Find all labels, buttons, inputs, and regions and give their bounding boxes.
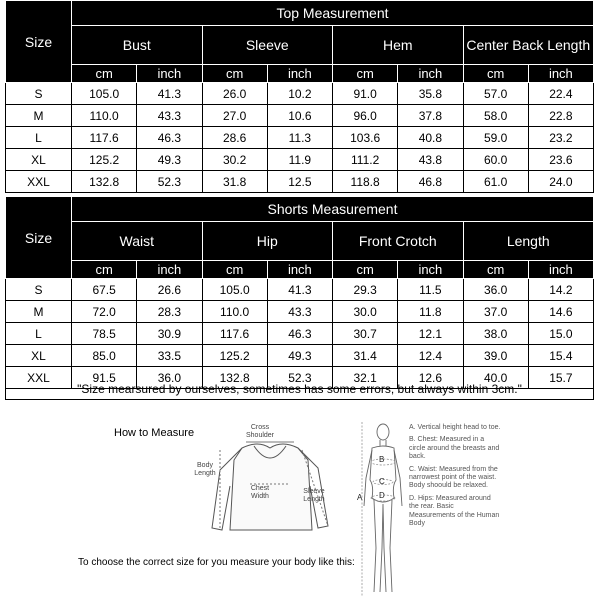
value-cell: 11.5: [398, 279, 463, 301]
letter-b-marker: B: [379, 455, 385, 464]
group-header: Front Crotch: [333, 222, 464, 261]
unit-header: inch: [398, 65, 463, 83]
unit-header: inch: [528, 261, 593, 279]
table-row: [6, 345, 594, 367]
value-cell: 105.0: [202, 279, 267, 301]
size-cell: M: [6, 301, 72, 323]
top-measurement-table: [5, 0, 594, 193]
value-cell: 40.0: [463, 367, 528, 389]
value-cell: 41.3: [137, 83, 202, 105]
human-body-figure: [360, 420, 406, 598]
step-c: C. Waist: Measured from the narrowest point of the waist. Body shoould be relaxed.: [409, 465, 498, 490]
value-cell: 67.5: [72, 279, 137, 301]
value-cell: 26.0: [202, 83, 267, 105]
value-cell: 28.6: [202, 127, 267, 149]
value-cell: 29.3: [333, 279, 398, 301]
value-cell: 110.0: [202, 301, 267, 323]
value-cell: 12.5: [267, 171, 332, 193]
size-cell: XL: [6, 345, 72, 367]
measurement-note: "Size mearsured by ourselves, sometimes has some errors, but always within 3cm.": [5, 379, 594, 400]
value-cell: 40.8: [398, 127, 463, 149]
value-cell: 30.7: [333, 323, 398, 345]
value-cell: 111.2: [333, 149, 398, 171]
unit-header: cm: [333, 261, 398, 279]
value-cell: 59.0: [463, 127, 528, 149]
table-row: [6, 323, 594, 345]
unit-header: cm: [72, 261, 137, 279]
value-cell: 43.8: [398, 149, 463, 171]
step-b: B. Chest: Measured in a circle around the breasts and back.: [409, 436, 500, 461]
unit-header: inch: [267, 65, 332, 83]
top-table-body: [6, 83, 594, 193]
value-cell: 52.3: [137, 171, 202, 193]
value-cell: 38.0: [463, 323, 528, 345]
value-cell: 23.2: [528, 127, 593, 149]
value-cell: 31.8: [202, 171, 267, 193]
value-cell: 132.8: [72, 171, 137, 193]
table-row: [6, 105, 594, 127]
value-cell: 12.4: [398, 345, 463, 367]
unit-header: cm: [333, 65, 398, 83]
value-cell: 26.6: [137, 279, 202, 301]
table-row: [6, 279, 594, 301]
value-cell: 91.5: [72, 367, 137, 389]
value-cell: 118.8: [333, 171, 398, 193]
table-title: Top Measurement: [72, 1, 594, 26]
value-cell: 30.9: [137, 323, 202, 345]
value-cell: 15.0: [528, 323, 593, 345]
letter-a-marker: A: [357, 493, 363, 502]
table-row: [6, 301, 594, 323]
value-cell: 11.3: [267, 127, 332, 149]
value-cell: 78.5: [72, 323, 137, 345]
value-cell: 14.2: [528, 279, 593, 301]
value-cell: 60.0: [463, 149, 528, 171]
shorts-table-body: [6, 279, 594, 389]
size-cell: L: [6, 323, 72, 345]
letter-c-marker: C: [379, 477, 385, 486]
step-d: D. Hips: Measured around the rear. Basic Measurements of the Human Body: [409, 494, 500, 528]
group-header: Waist: [72, 222, 203, 261]
value-cell: 85.0: [72, 345, 137, 367]
sleeve-length-label: Sleeve Length: [303, 488, 325, 503]
value-cell: 91.0: [333, 83, 398, 105]
value-cell: 41.3: [267, 279, 332, 301]
table-row: [6, 149, 594, 171]
group-header: Center Back Length: [463, 26, 594, 65]
value-cell: 33.5: [137, 345, 202, 367]
value-cell: 132.8: [202, 367, 267, 389]
table-row: [6, 127, 594, 149]
table-row: [6, 171, 594, 193]
unit-header: cm: [72, 65, 137, 83]
how-to-measure-title: How to Measure: [114, 427, 195, 439]
value-cell: 72.0: [72, 301, 137, 323]
size-cell: L: [6, 127, 72, 149]
unit-header: inch: [137, 65, 202, 83]
value-cell: 103.6: [333, 127, 398, 149]
size-cell: M: [6, 105, 72, 127]
unit-header: inch: [267, 261, 332, 279]
unit-header: cm: [202, 261, 267, 279]
value-cell: 15.7: [528, 367, 593, 389]
value-cell: 37.8: [398, 105, 463, 127]
value-cell: 32.1: [333, 367, 398, 389]
value-cell: 39.0: [463, 345, 528, 367]
letter-d-marker: D: [379, 491, 385, 500]
value-cell: 43.3: [267, 301, 332, 323]
size-header: Size: [6, 197, 72, 279]
value-cell: 52.3: [267, 367, 332, 389]
group-header: Bust: [72, 26, 203, 65]
value-cell: 22.8: [528, 105, 593, 127]
value-cell: 110.0: [72, 105, 137, 127]
value-cell: 46.3: [137, 127, 202, 149]
value-cell: 35.8: [398, 83, 463, 105]
value-cell: 117.6: [202, 323, 267, 345]
value-cell: 15.4: [528, 345, 593, 367]
measurement-steps: [409, 424, 501, 532]
size-cell: S: [6, 83, 72, 105]
value-cell: 30.0: [333, 301, 398, 323]
value-cell: 36.0: [463, 279, 528, 301]
value-cell: 46.3: [267, 323, 332, 345]
shorts-measurement-table: [5, 196, 594, 389]
size-cell: XL: [6, 149, 72, 171]
size-cell: XXL: [6, 171, 72, 193]
group-header: Hip: [202, 222, 333, 261]
value-cell: 105.0: [72, 83, 137, 105]
value-cell: 31.4: [333, 345, 398, 367]
value-cell: 117.6: [72, 127, 137, 149]
group-header: Length: [463, 222, 594, 261]
value-cell: 28.3: [137, 301, 202, 323]
value-cell: 49.3: [267, 345, 332, 367]
size-cell: XXL: [6, 367, 72, 389]
value-cell: 125.2: [202, 345, 267, 367]
value-cell: 12.6: [398, 367, 463, 389]
group-header: Sleeve: [202, 26, 333, 65]
value-cell: 49.3: [137, 149, 202, 171]
value-cell: 61.0: [463, 171, 528, 193]
body-length-label: Body Length: [194, 462, 216, 477]
value-cell: 11.9: [267, 149, 332, 171]
cross-shoulder-label: Cross Shoulder: [245, 424, 275, 439]
value-cell: 58.0: [463, 105, 528, 127]
table-row: [6, 83, 594, 105]
value-cell: 27.0: [202, 105, 267, 127]
unit-header: cm: [463, 261, 528, 279]
unit-header: inch: [137, 261, 202, 279]
value-cell: 24.0: [528, 171, 593, 193]
value-cell: 125.2: [72, 149, 137, 171]
chest-width-label: Chest Width: [250, 485, 270, 500]
value-cell: 22.4: [528, 83, 593, 105]
value-cell: 96.0: [333, 105, 398, 127]
value-cell: 10.6: [267, 105, 332, 127]
size-header: Size: [6, 1, 72, 83]
value-cell: 46.8: [398, 171, 463, 193]
value-cell: 57.0: [463, 83, 528, 105]
unit-header: inch: [398, 261, 463, 279]
value-cell: 10.2: [267, 83, 332, 105]
value-cell: 11.8: [398, 301, 463, 323]
value-cell: 30.2: [202, 149, 267, 171]
size-cell: S: [6, 279, 72, 301]
unit-header: cm: [202, 65, 267, 83]
group-header: Hem: [333, 26, 464, 65]
choose-size-instruction: To choose the correct size for you measure your body like this:: [78, 557, 355, 568]
value-cell: 12.1: [398, 323, 463, 345]
value-cell: 23.6: [528, 149, 593, 171]
table-title: Shorts Measurement: [72, 197, 594, 222]
value-cell: 14.6: [528, 301, 593, 323]
unit-header: cm: [463, 65, 528, 83]
unit-header: inch: [528, 65, 593, 83]
value-cell: 37.0: [463, 301, 528, 323]
step-a: A. Vertical height head to toe.: [409, 424, 501, 431]
value-cell: 43.3: [137, 105, 202, 127]
value-cell: 36.0: [137, 367, 202, 389]
